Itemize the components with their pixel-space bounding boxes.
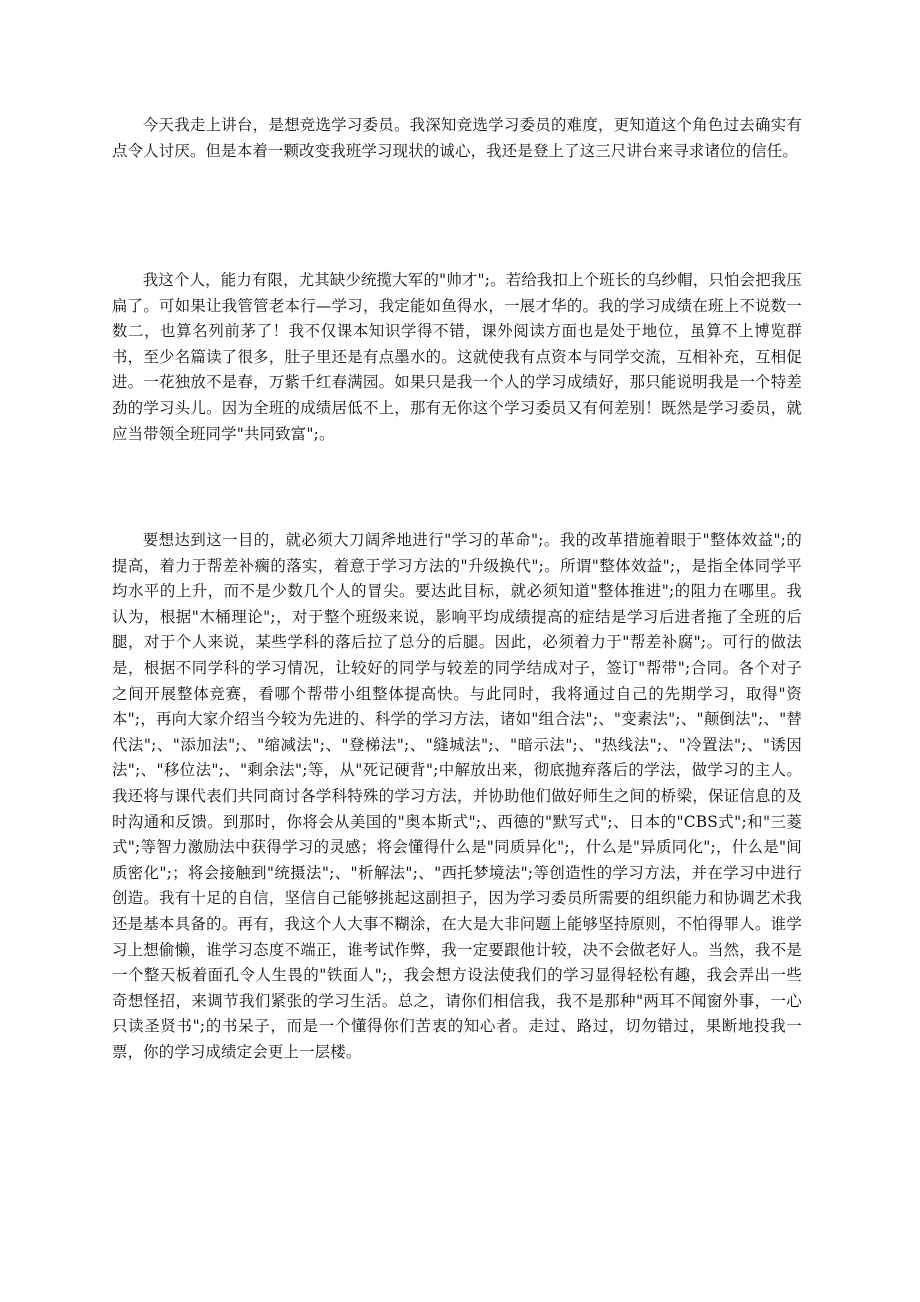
paragraph-reform-plan: 要想达到这一目的，就必须大刀阔斧地进行"学习的革命";。我的改革措施着眼于"整体效益";的提高，着力于帮差补瘸的落实，着意于学习方法的"升级换代";。所谓"整体效益";，是指全体同学平均水平的上升，而不是少数几个人的冒尖。要达此目标，就必须知道"整体推进";的阻力在哪里。我认为，根据"木桶理论";，对于整个班级来说，影响平均成绩提高的症结是学习后进者拖了全班的后腿，对于个人来说，某些学科的落后拉了总分的后腿。因此，必须着力于"帮差补腐";。可行的做法是，根据不同学科的学习情况，让较好的同学与较差的同学结成对子，签订"帮带";合同。各个对子之间开展整体竞赛，看哪个帮带小组整体提高快。与此同时，我将通过自己的先期学习，取得"资本";，再向大家介绍当今较为先进的、科学的学习方法，诸如"组合法";、"变素法";、"颠倒法";、"替代法";、"添加法";、"缩减法";、"登梯法";、"缝城法";、"暗示法";、"热线法";、"冷置法";、"诱因法";、"移位法";、"剩余法";等，从"死记硬背";中解放出来，彻底抛弃落后的学法，做学习的主人。我还将与课代表们共同商讨各学科特殊的学习方法，并协助他们做好师生之间的桥梁，保证信息的及时沟通和反馈。到那时，你将会从美国的"奥本斯式";、西德的"默写式";、日本的"CBS式";和"三菱式";等智力激励法中获得学习的灵感；将会懂得什么是"同质异化";，什么是"异质同化";，什么是"间质密化";；将会接触到"统摄法";、"析解法";、"西托梦境法";等创造性的学习方法，并在学习中进行创造。我有十足的自信，坚信自己能够挑起这副担子，因为学习委员所需要的组织能力和协调艺术我还是基本具备的。再有，我这个人大事不糊涂，在大是大非问题上能够坚持原则，不怕得罪人。谁学习上想偷懒，谁学习态度不端正，谁考试作弊，我一定要跟他计较，决不会做老好人。当然，我不是一个整天板着面孔令人生畏的"铁面人";，我会想方设法使我们的学习显得轻松有趣，我会弄出一些奇想怪招，来调节我们紧张的学习生活。总之，请你们相信我，我不是那种"两耳不闻窗外事，一心只读圣贤书";的书呆子，而是一个懂得你们苦衷的知心者。走过、路过，切勿错过，果断地投我一票，你的学习成绩定会更上一层楼。 (112, 531, 802, 1061)
paragraph-intro: 今天我走上讲台，是想竞选学习委员。我深知竞选学习委员的难度，更知道这个角色过去确实有点令人讨厌。但是本着一颗改变我班学习现状的诚心，我还是登上了这三尺讲台来寻求诸位的信任。 (112, 116, 802, 160)
paragraph-self-introduction: 我这个人，能力有限，尤其缺少统揽大军的"帅才";。若给我扣上个班长的乌纱帽，只怕会把我压扁了。可如果让我管管老本行—学习，我定能如鱼得水，一展才华的。我的学习成绩在班上不说数一数二，也算名列前茅了！我不仅课本知识学得不错，课外阅读方面也是处于地位，虽算不上博览群书，至少名篇读了很多，肚子里还是有点墨水的。这就使我有点资本与同学交流，互相补充，互相促进。一花独放不是春，万紫千红春满园。如果只是我一个人的学习成绩好，那只能说明我是一个特差劲的学习头儿。因为全班的成绩居低不上，那有无你这个学习委员又有何差别！既然是学习委员，就应当带领全班同学"共同致富";。 (112, 271, 802, 443)
